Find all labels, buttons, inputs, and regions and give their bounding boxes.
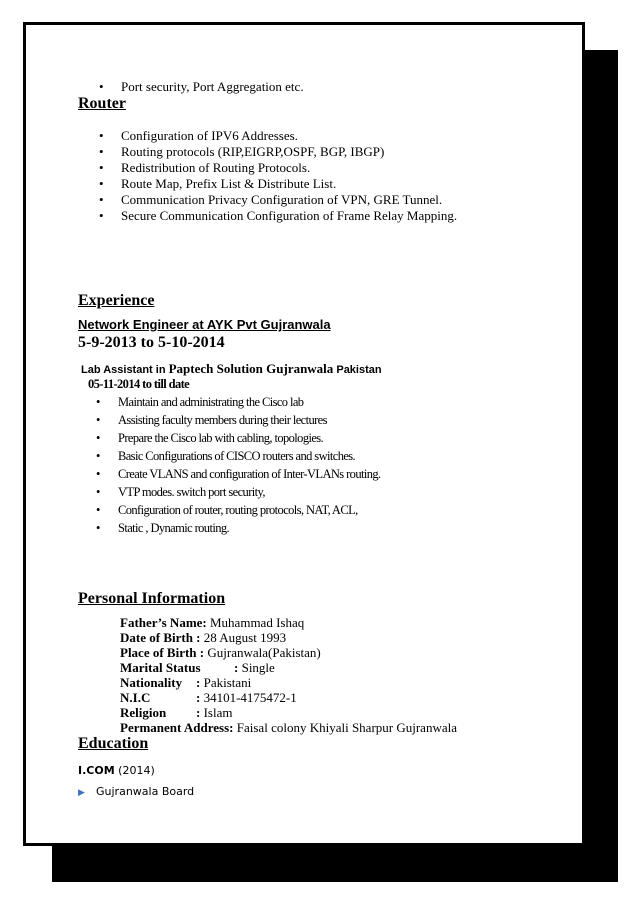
degree-name: I.COM	[78, 764, 115, 777]
nationality-colon: :	[196, 675, 201, 690]
job2-suffix: Pakistan	[333, 364, 382, 376]
nic-value: 34101-4175472-1	[200, 690, 297, 705]
resume-page: • Port security, Port Aggregation etc. Router • Configuration of IPV6 Addresses. • Routing protocols (RIP,EIGRP,OSPF, BGP, IBGP) • Redistribution of Routing Protocols. • Route Map, Prefix List & Distribute List. • Communication Privacy Configuration of VPN, GRE Tunnel. • Secure Communication Configuration of Frame Relay Mapping. Experience Network Engineer at AYK Pvt Gujranwala 5-9-2013 to 5-10-2014 Lab Assistant in Paptech Solution Gujranwala Pakistan 05-11-2014 to till date • Maintain and administrating the Cisco lab • Assisting faculty members during their lectures • Prepare the Cisco lab with cabling, topologies. • Basic Configurations of CISCO routers and switches. • Create VLANS and configuration of Inter-VLANs routing. • VTP modes. switch port security, • Configuration of router, routing protocols, NAT, ACL, • Static , Dynamic routing. Personal Information Father’s Name: Muhammad Ishaq Date of Birth : 28 August 1993 Place of Birth : Gujranwala(Pakistan) Marital Status : Single Nationality : Pakistani N.I.C : 34101-4175472-1 Religion : Islam Permanent Address: Faisal colony Khiyali Sharpur Gujranwala Education I.COM (2014) ▶ Gujranwala Board	[23, 22, 585, 846]
job1-dates: 5-9-2013 to 5-10-2014	[78, 334, 225, 351]
religion-value: Islam	[200, 705, 233, 720]
address-label: Permanent Address:	[120, 720, 234, 735]
personal-info-heading: Personal Information	[78, 590, 226, 607]
dob-row	[120, 630, 286, 646]
nationality-label: Nationality	[120, 675, 183, 690]
pob-label: Place of Birth :	[120, 645, 205, 660]
router-heading: Router	[78, 95, 126, 112]
religion-colon: :	[196, 705, 201, 720]
degree-line	[78, 764, 155, 777]
nationality-row	[120, 675, 251, 691]
nic-label: N.I.C	[120, 690, 151, 705]
nationality-value: Pakistani	[200, 675, 252, 690]
religion-label: Religion	[120, 705, 167, 720]
marital-row	[120, 660, 275, 676]
job2-dates: 05-11-2014 to till date	[88, 377, 190, 391]
fathers-name-value: Muhammad Ishaq	[206, 615, 305, 630]
degree-year: (2014)	[114, 764, 155, 777]
dob-label: Date of Birth :	[120, 630, 201, 645]
arrow-bullet-icon: ▶	[78, 788, 85, 798]
job2-title	[81, 360, 382, 378]
marital-label: Marital Status	[120, 660, 201, 675]
fathers-name-row	[120, 615, 304, 631]
religion-row	[120, 705, 232, 721]
nic-row	[120, 690, 297, 706]
nic-colon: :	[196, 690, 201, 705]
pob-row	[120, 645, 321, 661]
job2-company: Paptech Solution Gujranwala	[168, 361, 334, 376]
address-row	[120, 720, 457, 736]
dob-value: 28 August 1993	[200, 630, 287, 645]
marital-value: Single	[238, 660, 275, 675]
top-bullet-text: Port security, Port Aggregation etc.	[121, 79, 304, 94]
board-line	[78, 785, 195, 798]
experience-heading: Experience	[78, 292, 155, 309]
education-heading: Education	[78, 735, 149, 752]
fathers-name-label: Father’s Name:	[120, 615, 207, 630]
pob-value: Gujranwala(Pakistan)	[204, 645, 321, 660]
marital-colon: :	[234, 660, 239, 675]
job1-title: Network Engineer at AYK Pvt Gujranwala	[78, 317, 331, 332]
board-text: Gujranwala Board	[96, 785, 195, 798]
address-value: Faisal colony Khiyali Sharpur Gujranwala	[233, 720, 457, 735]
job2-prefix: Lab Assistant in	[81, 364, 169, 376]
